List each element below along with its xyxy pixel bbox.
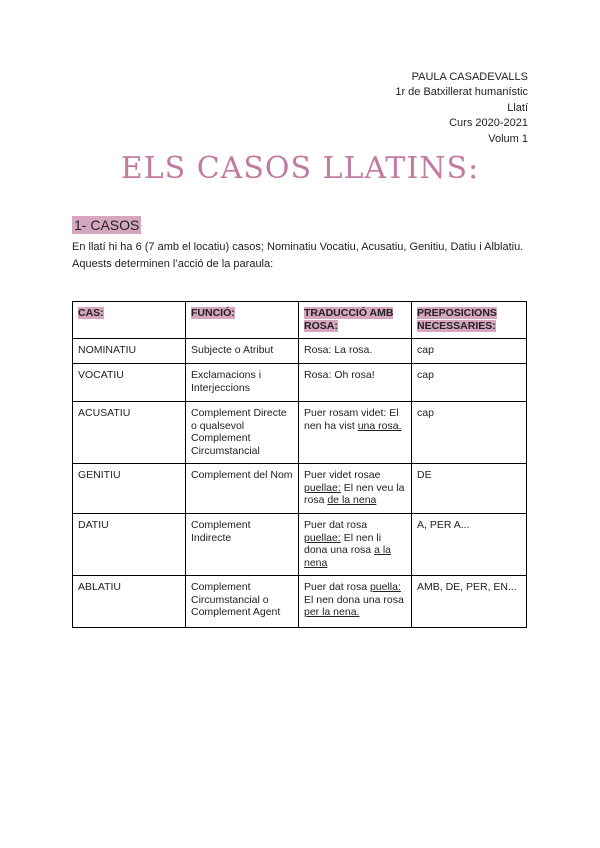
author-name: PAULA CASADEVALLS bbox=[411, 71, 528, 83]
cell-preposicions: A, PER A... bbox=[412, 514, 527, 576]
course-line: 1r de Batxillerat humanístic bbox=[395, 86, 528, 99]
cell-preposicions: DE bbox=[412, 464, 527, 514]
table-row bbox=[73, 339, 527, 364]
table-row bbox=[73, 514, 527, 576]
section-heading: 1- CASOS bbox=[74, 217, 140, 233]
cell-cas: VOCATIU bbox=[73, 364, 186, 402]
cell-preposicions: AMB, DE, PER, EN... bbox=[412, 576, 527, 628]
cell-preposicions: cap bbox=[412, 339, 527, 364]
cell-traduccio: Puer dat rosa puellae: El nen li dona una rosa a la nena bbox=[299, 514, 412, 576]
subject-line: Llatí bbox=[507, 101, 528, 114]
cell-funcio: Exclamacions i Interjeccions bbox=[186, 364, 299, 402]
cell-traduccio: Puer dat rosa puella: El nen dona una rosa per la nena. bbox=[299, 576, 412, 628]
cell-traduccio: Rosa: La rosa. bbox=[299, 339, 412, 364]
cell-traduccio: Puer rosam videt: El nen ha vist una rosa. bbox=[299, 402, 412, 464]
cell-traduccio: Rosa: Oh rosa! bbox=[299, 364, 412, 402]
header-cas: CAS: bbox=[73, 302, 186, 339]
cell-cas: GENITIU bbox=[73, 464, 186, 514]
volume-line: Volum 1 bbox=[488, 132, 528, 145]
header-traduccio: TRADUCCIÓ AMB ROSA: bbox=[299, 302, 412, 339]
table-row bbox=[73, 364, 527, 402]
intro-paragraph: En llatí hi ha 6 (7 amb el locatiu) casos; Nominatiu Vocatiu, Acusatiu, Genitiu, Datiu i Alblatiu. Aquests determinen l’acció de la paraula: bbox=[72, 241, 524, 270]
cell-preposicions: cap bbox=[412, 402, 527, 464]
cell-traduccio: Puer videt rosae puellae: El nen veu la rosa de la nena bbox=[299, 464, 412, 514]
table-row bbox=[73, 576, 527, 628]
cell-funcio: Complement Circumstancial o Complement Agent bbox=[186, 576, 299, 628]
cell-funcio: Complement Indirecte bbox=[186, 514, 299, 576]
year-line: Curs 2020-2021 bbox=[449, 117, 528, 130]
table-header-row bbox=[73, 302, 527, 339]
header-preposicions: PREPOSICIONS NECESSARIES: bbox=[412, 302, 527, 339]
cell-cas: DATIU bbox=[73, 514, 186, 576]
table-row bbox=[73, 464, 527, 514]
cases-table bbox=[72, 301, 527, 628]
document-header bbox=[395, 70, 528, 147]
table-row bbox=[73, 402, 527, 464]
cell-funcio: Complement del Nom bbox=[186, 464, 299, 514]
cell-cas: ACUSATIU bbox=[73, 402, 186, 464]
header-funcio: FUNCIÓ: bbox=[186, 302, 299, 339]
cell-cas: NOMINATIU bbox=[73, 339, 186, 364]
cell-funcio: Complement Directe o qualsevol Complement Circumstancial bbox=[186, 402, 299, 464]
cell-cas: ABLATIU bbox=[73, 576, 186, 628]
page-title: ELS CASOS LLATINS: bbox=[120, 151, 480, 186]
cell-funcio: Subjecte o Atribut bbox=[186, 339, 299, 364]
cell-preposicions: cap bbox=[412, 364, 527, 402]
